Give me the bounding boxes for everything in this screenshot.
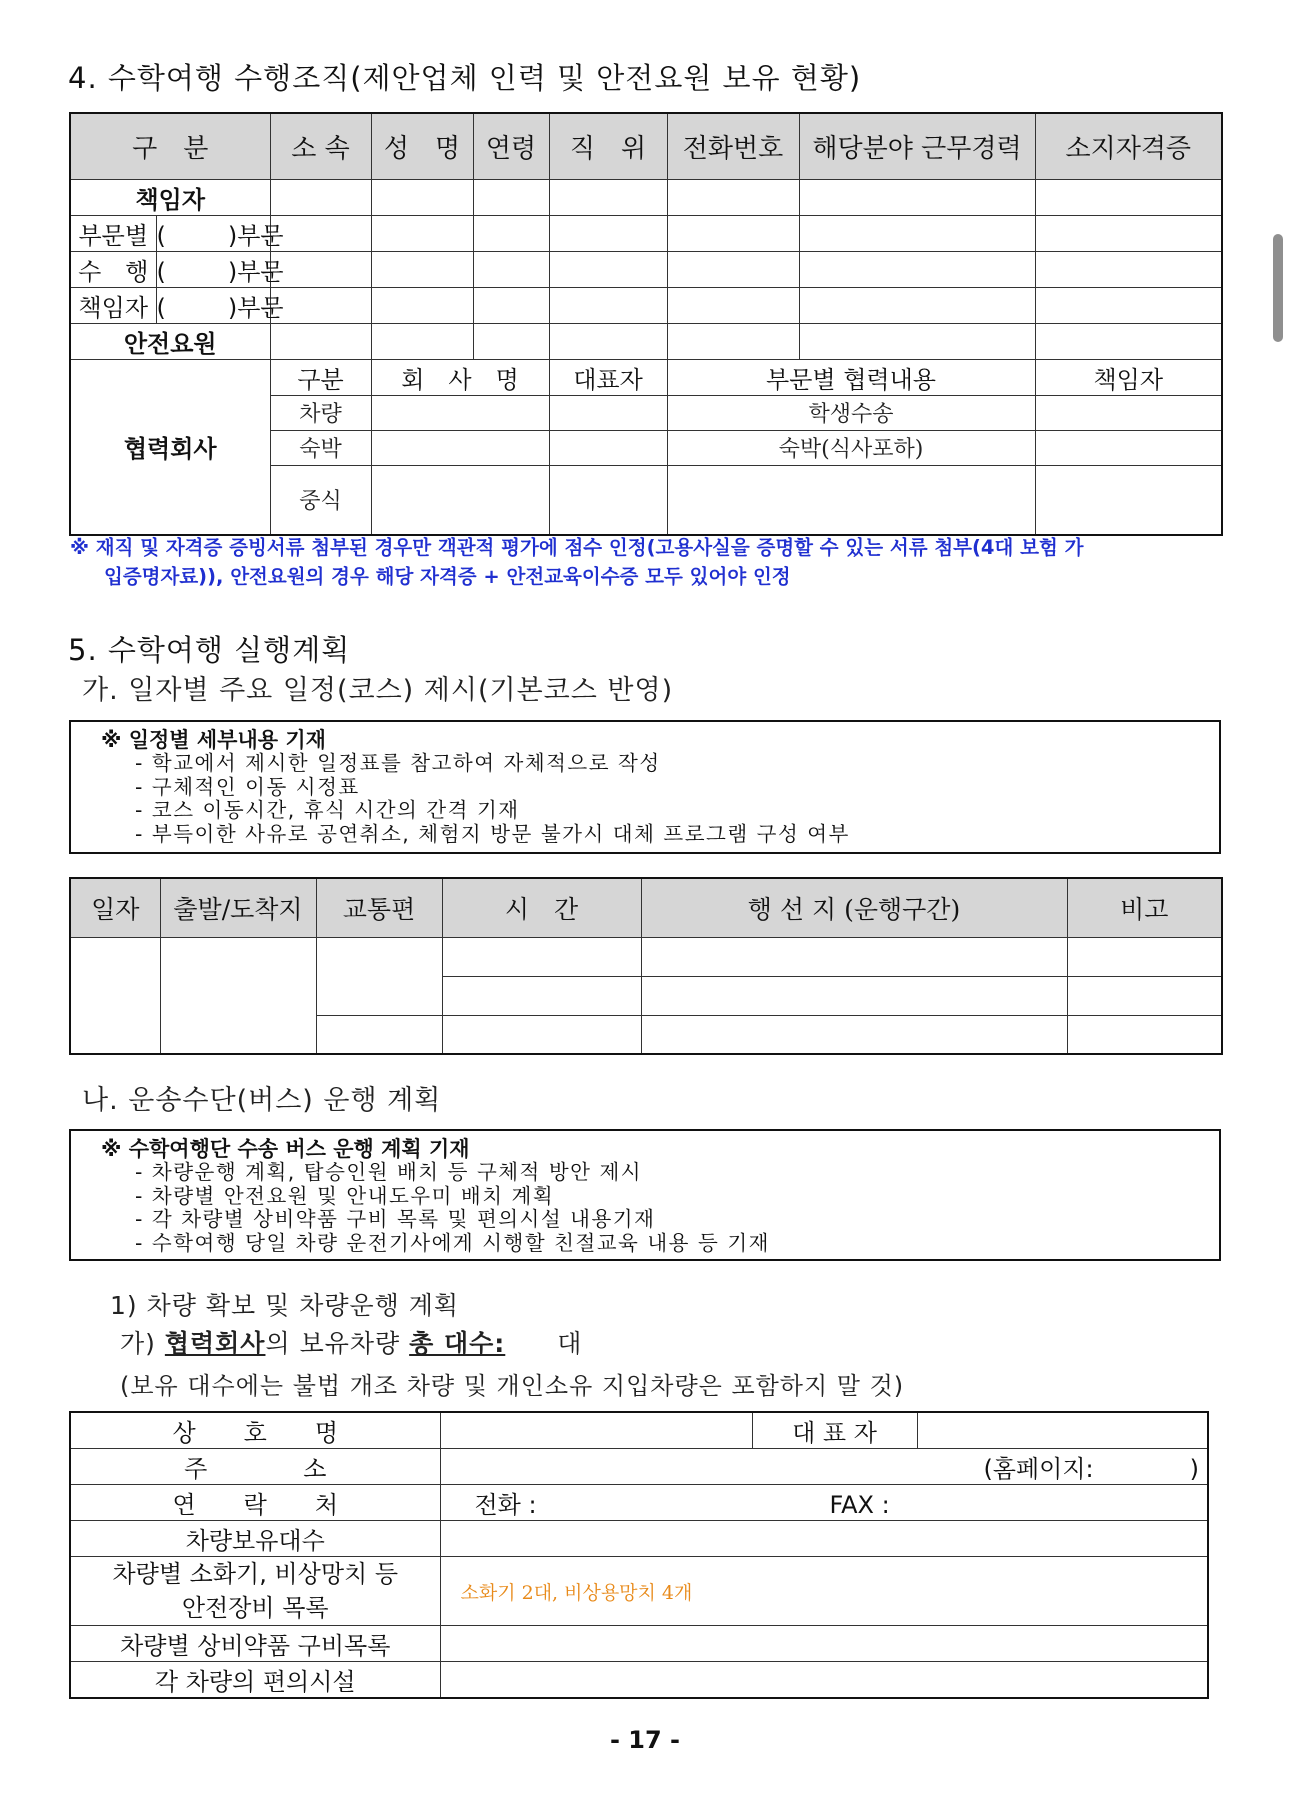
item-ga bbox=[120, 1324, 582, 1360]
partner-header-category: 구분 bbox=[270, 359, 371, 395]
item-ga-total-label: 총 대수: bbox=[409, 1329, 506, 1358]
section5-title: 5. 수학여행 실행계획 bbox=[68, 633, 351, 667]
bus-instructions-box bbox=[69, 1129, 1221, 1261]
dept-suffix-3: )부문 bbox=[227, 293, 284, 322]
label-safety-equipment bbox=[70, 1557, 440, 1626]
box-a-line-3: - 코스 이동시간, 휴식 시간의 간격 기재 bbox=[135, 798, 520, 822]
box-a-line-4: - 부득이한 사유로 공연취소, 체험지 방문 불가시 대체 프로그램 구성 여부 bbox=[135, 821, 850, 846]
dept-open-2: ( bbox=[156, 257, 166, 286]
partner-category-vehicle: 차량 bbox=[270, 395, 371, 430]
col-header-affiliation: 소 속 bbox=[270, 113, 371, 179]
phone-label: 전화 : bbox=[474, 1491, 537, 1519]
note-line-1: ※ 재직 및 자격증 증빙서류 첨부된 경우만 객관적 평가에 점수 인정(고용사실을 증명할 수 있는 서류 첨부(4대 보험 가 bbox=[70, 536, 1084, 559]
partner-header-content: 부문별 협력내용 bbox=[667, 359, 1035, 395]
item-ga-mid: 의 보유차량 bbox=[265, 1329, 410, 1358]
col-header-certificate: 소지자격증 bbox=[1035, 113, 1222, 179]
partner-header-ceo: 대표자 bbox=[549, 359, 667, 395]
partner-content-lodging: 숙박(식사포하) bbox=[667, 430, 1035, 465]
fax-label: FAX : bbox=[829, 1491, 890, 1519]
row-safety: 안전요원 bbox=[70, 323, 270, 359]
safety-equip-line-1: 차량별 소화기, 비상망치 등 bbox=[112, 1560, 399, 1588]
item-ga-prefix: 가) bbox=[120, 1329, 165, 1358]
schedule-header-time: 시 간 bbox=[442, 878, 641, 937]
dept-suffix-1: )부문 bbox=[227, 221, 284, 250]
label-contact: 연 락 처 bbox=[70, 1485, 440, 1521]
note-line-2: 입증명자료)), 안전요원의 경우 해당 자격증 + 안전교육이수증 모두 있어야 인정 bbox=[104, 565, 791, 588]
label-medicine: 차량별 상비약품 구비목록 bbox=[70, 1626, 440, 1662]
row-manager: 책임자 bbox=[70, 179, 270, 215]
schedule-header-date: 일자 bbox=[70, 878, 160, 937]
schedule-table bbox=[69, 877, 1223, 1055]
item-ga-unit: 대 bbox=[557, 1329, 583, 1358]
safety-equip-line-2: 안전장비 목록 bbox=[181, 1594, 329, 1622]
page-number: - 17 - bbox=[609, 1726, 681, 1754]
section4-title: 4. 수학여행 수행조직(제안업체 인력 및 안전요원 보유 현황) bbox=[68, 61, 862, 95]
dept-label-3: 책임자 bbox=[70, 287, 156, 323]
box-a-title: ※ 일정별 세부내용 기재 bbox=[101, 728, 326, 752]
box-b-line-4: - 수학여행 당일 차량 운전기사에게 시행할 친절교육 내용 등 기재 bbox=[135, 1230, 770, 1255]
vehicle-company-table bbox=[69, 1411, 1209, 1699]
schedule-instructions-box bbox=[69, 720, 1221, 854]
item-1-title: 1) 차량 확보 및 차량운행 계획 bbox=[110, 1291, 460, 1320]
partner-header-manager: 책임자 bbox=[1035, 359, 1222, 395]
schedule-header-route: 출발/도착지 bbox=[160, 878, 316, 937]
partner-content-vehicle: 학생수송 bbox=[667, 395, 1035, 430]
box-b-title: ※ 수학여행단 수송 버스 운행 계획 기재 bbox=[101, 1137, 470, 1161]
subsection-a-title: 가. 일자별 주요 일정(코스) 제시(기본코스 반영) bbox=[82, 675, 674, 706]
box-b-line-3: - 각 차량별 상비약품 구비 목록 및 편의시설 내용기재 bbox=[135, 1207, 656, 1231]
label-amenities: 각 차량의 편의시설 bbox=[70, 1662, 440, 1699]
partner-header-company: 회 사 명 bbox=[371, 359, 549, 395]
item-ga-partner: 협력회사 bbox=[164, 1329, 266, 1358]
col-header-age: 연령 bbox=[473, 113, 549, 179]
dept-open-3: ( bbox=[156, 293, 166, 322]
partner-category-lunch: 중식 bbox=[270, 465, 371, 535]
dept-label-1: 부문별 bbox=[70, 215, 156, 251]
schedule-header-transport: 교통편 bbox=[316, 878, 442, 937]
homepage-field: (홈페이지: ) bbox=[440, 1449, 1208, 1485]
label-ceo: 대 표 자 bbox=[752, 1412, 917, 1449]
dept-suffix-2: )부문 bbox=[227, 257, 284, 286]
row-partner: 협력회사 bbox=[70, 359, 270, 535]
partner-category-lodging: 숙박 bbox=[270, 430, 371, 465]
label-address: 주 소 bbox=[70, 1449, 440, 1485]
safety-equipment-value: 소화기 2대, 비상용망치 4개 bbox=[440, 1557, 1208, 1626]
schedule-header-destination: 행 선 지 (운행구간) bbox=[641, 878, 1067, 937]
dept-label-2: 수 행 bbox=[70, 251, 156, 287]
box-b-line-1: - 차량운행 계획, 탑승인원 배치 등 구체적 방안 제시 bbox=[135, 1160, 643, 1184]
col-header-phone: 전화번호 bbox=[667, 113, 799, 179]
scrollbar-thumb[interactable] bbox=[1273, 234, 1283, 342]
org-table bbox=[69, 112, 1223, 536]
item-ga-note: (보유 대수에는 불법 개조 차량 및 개인소유 지입차량은 포함하지 말 것) bbox=[120, 1372, 905, 1400]
col-header-experience: 해당분야 근무경력 bbox=[799, 113, 1035, 179]
box-a-line-2: - 구체적인 이동 시정표 bbox=[135, 774, 360, 799]
col-header-category: 구 분 bbox=[70, 113, 270, 179]
label-company-name: 상 호 명 bbox=[70, 1412, 440, 1449]
box-a-line-1: - 학교에서 제시한 일정표를 참고하여 자체적으로 작성 bbox=[135, 751, 661, 775]
dept-open-1: ( bbox=[156, 221, 166, 250]
section4-note bbox=[70, 533, 1230, 591]
schedule-header-note: 비고 bbox=[1067, 878, 1222, 937]
box-b-line-2: - 차량별 안전요원 및 안내도우미 배치 계획 bbox=[135, 1183, 555, 1208]
subsection-b-title: 나. 운송수단(버스) 운행 계획 bbox=[82, 1085, 442, 1116]
col-header-name: 성 명 bbox=[371, 113, 473, 179]
col-header-position: 직 위 bbox=[549, 113, 667, 179]
label-vehicle-count: 차량보유대수 bbox=[70, 1521, 440, 1557]
